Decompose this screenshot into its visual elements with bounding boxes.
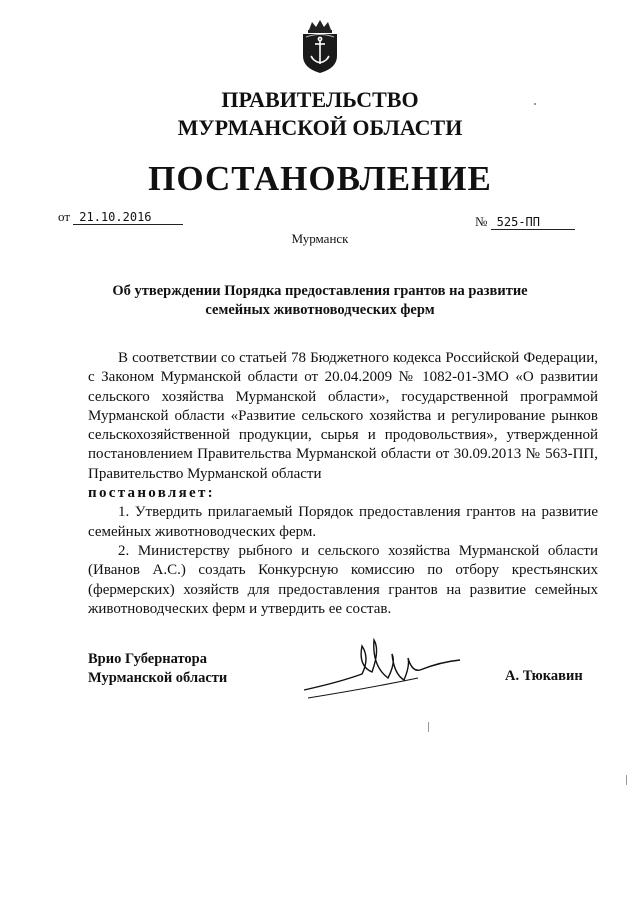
date-value: 21.10.2016 (73, 210, 183, 225)
document-type: ПОСТАНОВЛЕНИЕ (148, 159, 492, 198)
signer-position (88, 650, 308, 688)
title-line-1: Об утверждении Порядка предоставления грантов на развитие (112, 283, 528, 299)
signer-name: А. Тюкавин (505, 668, 583, 684)
scan-speck (626, 775, 627, 785)
organization-name (0, 86, 640, 142)
scan-speck (428, 722, 429, 732)
document-title (80, 282, 560, 320)
resolve-word: постановляет: (88, 485, 215, 502)
date-prefix: от (58, 209, 71, 224)
city: Мурманск (291, 231, 349, 246)
signer-position-line-2: Мурманской области (88, 670, 228, 686)
title-line-2: семейных животноводческих ферм (205, 302, 435, 318)
date-field (58, 209, 183, 225)
item-1: 1. Утвердить прилагаемый Порядок предоставления грантов на развитие семейных животноводческих ферм. (88, 504, 598, 540)
preamble-paragraph: В соответствии со статьей 78 Бюджетного кодекса Российской Федерации, с Законом Мурманской области от 20.04.2009 № 1082-01-ЗМО «О развитии сельского хозяйства Мурманской области», государственной программой Мурманской области «Развитие сельского хозяйства и регулирование рынков сельскохозяйственной продукции, сырья и продовольствия», утвержденной постановлением Правительства Мурманской области от 30.09.2013 № 563-ПП, Правительство Мурманской области (88, 350, 598, 482)
handwritten-signature (300, 632, 470, 702)
org-line-2: МУРМАНСКОЙ ОБЛАСТИ (177, 115, 463, 140)
signer-position-line-1: Врио Губернатора (88, 651, 207, 667)
number-value: 525-ПП (491, 215, 575, 230)
item-2: 2. Министерству рыбного и сельского хозяйства Мурманской области (Иванов А.С.) создать Конкурсную комиссию по отбору крестьянских (фермерских) хозяйств для предоставления грантов на развитие семейных животноводческих ферм и утвердить ее состав. (88, 542, 598, 617)
number-field (475, 214, 575, 230)
scan-speck (534, 103, 536, 105)
org-line-1: ПРАВИТЕЛЬСТВО (221, 87, 419, 112)
murmansk-coat-of-arms-icon (297, 18, 343, 74)
document-body (88, 349, 598, 619)
number-prefix: № (475, 214, 488, 229)
